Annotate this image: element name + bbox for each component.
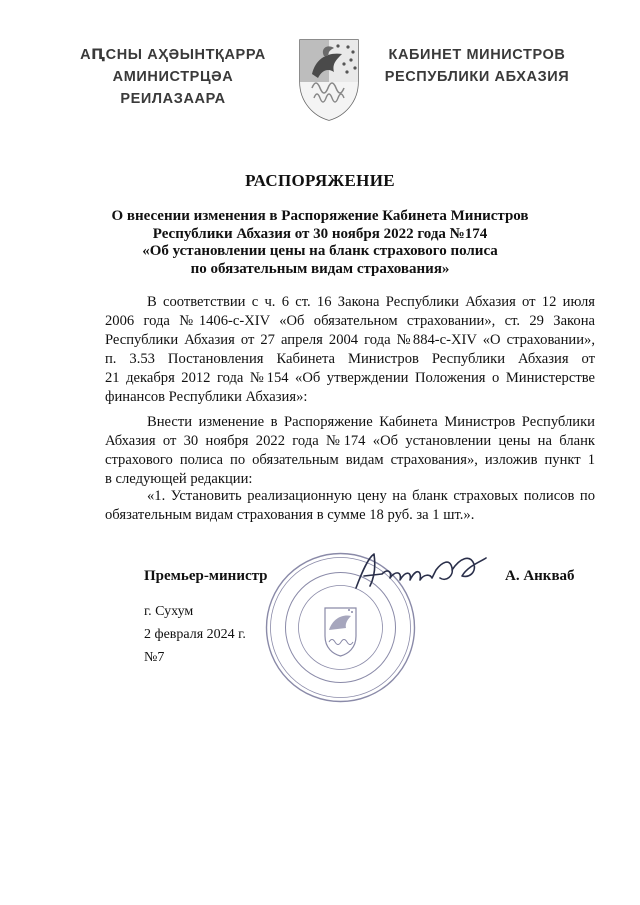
paragraph-line: п. 3.53 Постановления Кабинета Министров Республики Абхазия от xyxy=(105,351,595,367)
document-date: 2 февраля 2024 г. xyxy=(144,627,246,642)
header-left-block xyxy=(58,44,288,110)
subject-line: Республики Абхазия от 30 ноября 2022 года №174 xyxy=(152,225,488,242)
header-left-line2: АМИНИСТРЦӘА РЕИЛАЗААРА xyxy=(112,69,234,107)
signatory-position: Премьер-министр xyxy=(144,568,268,584)
paragraph-amendment xyxy=(105,413,595,489)
header-right-line1: КАБИНЕТ МИНИСТРОВ xyxy=(388,47,566,63)
signatory-name: А. Анкваб xyxy=(505,568,575,584)
paragraph-line: 2006 года №1406-с-XIV «Об обязательном страховании», ст. 29 Закона xyxy=(105,313,595,329)
header-right-line2: РЕСПУБЛИКИ АБХАЗИЯ xyxy=(384,69,570,85)
subject-line: по обязательным видам страхования» xyxy=(190,260,450,277)
paragraph-line: 21 декабря 2012 года №154 «Об утверждении Положения о Министерстве xyxy=(105,370,595,386)
header-right-block xyxy=(372,44,582,88)
subject-line: «Об установлении цены на бланк страхового полиса xyxy=(142,243,498,259)
document-subject xyxy=(0,208,640,278)
document-title: РАСПОРЯЖЕНИЕ xyxy=(245,171,395,190)
paragraph-line: Республики Абхазия от 27 апреля 2004 года №884-с-XIV «О страховании», xyxy=(105,332,595,348)
paragraph-line: в следующей редакции: xyxy=(105,471,253,487)
paragraph-line: «1. Установить реализационную цену на бланк страховых полисов по xyxy=(147,488,595,504)
document-number: №7 xyxy=(144,650,165,665)
paragraph-line: Абхазия от 30 ноября 2022 года №174 «Об установлении цены на бланк xyxy=(105,433,595,449)
paragraph-line: обязательным видам страхования в сумме 18 руб. за 1 шт.». xyxy=(105,507,475,523)
document-place: г. Сухум xyxy=(144,604,194,619)
coat-of-arms-icon xyxy=(298,38,360,122)
header-left-line1: АԤСНЫ АҲӘЫНТҚАРРА xyxy=(80,47,266,63)
paragraph-legal-basis xyxy=(105,293,595,407)
subject-line: О внесении изменения в Распоряжение Кабинета Министров xyxy=(111,208,529,224)
paragraph-new-text xyxy=(105,487,595,525)
paragraph-line: финансов Республики Абхазия»: xyxy=(105,389,308,405)
paragraph-line: Внести изменение в Распоряжение Кабинета Министров Республики xyxy=(147,414,595,430)
paragraph-line: В соответствии с ч. 6 ст. 16 Закона Республики Абхазия от 12 июля xyxy=(147,294,595,310)
paragraph-line: страхового полиса по обязательным видам страхования», изложив пункт 1 xyxy=(105,452,595,468)
handwritten-signature-icon xyxy=(352,548,492,596)
